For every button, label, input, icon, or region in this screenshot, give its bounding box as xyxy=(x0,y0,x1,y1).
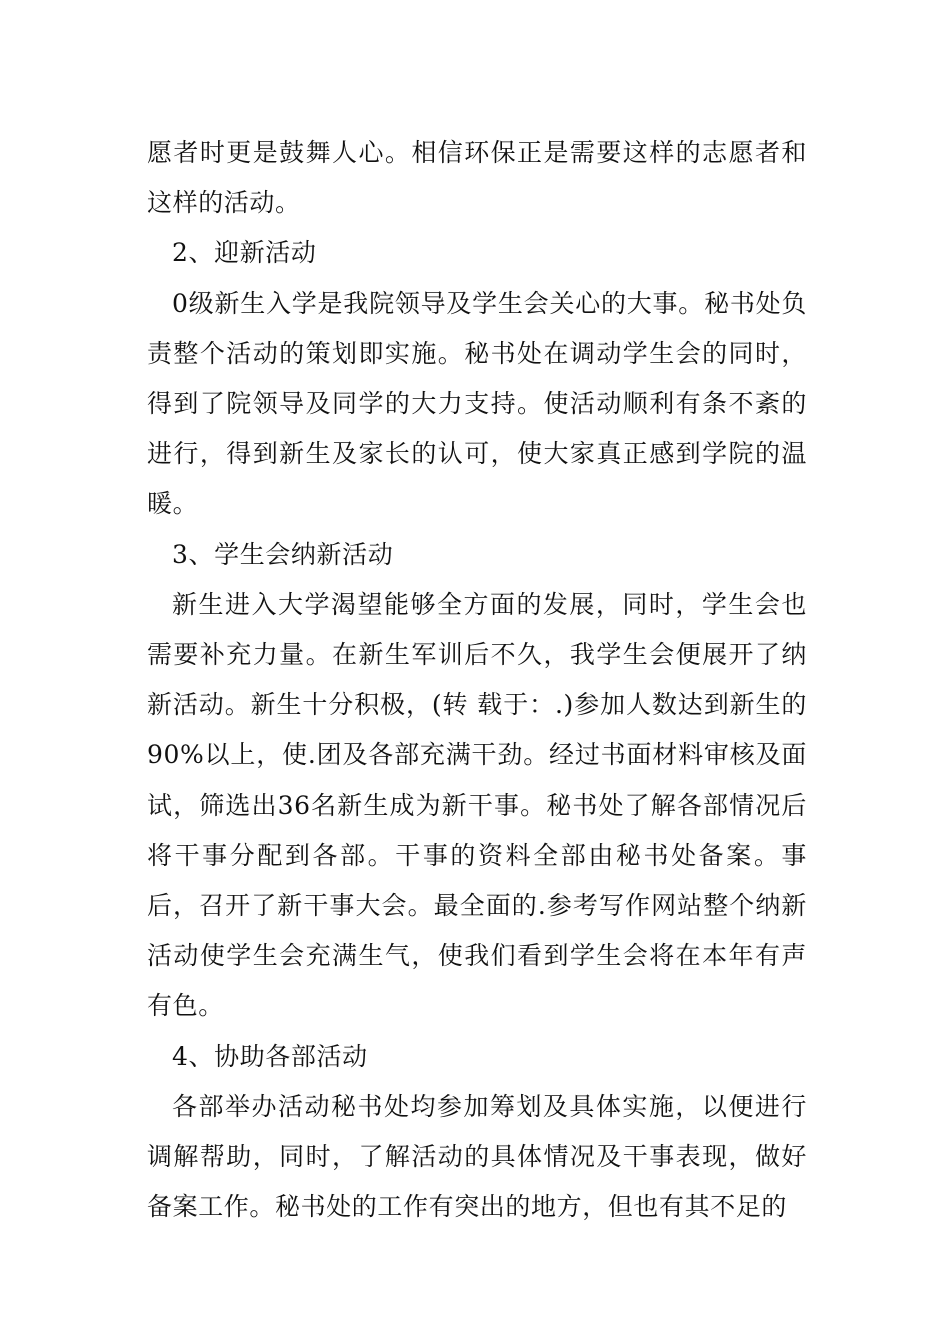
section-heading-recruitment: 3、学生会纳新活动 xyxy=(172,539,394,569)
paragraph-welcome: 0级新生入学是我院领导及学生会关心的大事。秘书处负责整个活动的策划即实施。秘书处在调动学生会的同时，得到了院领导及同学的大力支持。使活动顺利有条不紊的进行，得到新生及家长的认可，使大家真正感到学院的温暖。 xyxy=(147,288,807,519)
section-heading-welcome: 2、迎新活动 xyxy=(172,238,317,268)
section-heading-assist: 4、协助各部活动 xyxy=(172,1041,368,1071)
paragraph-continued: 愿者时更是鼓舞人心。相信环保正是需要这样的志愿者和这样的活动。 xyxy=(147,138,807,218)
document-body xyxy=(147,128,807,1232)
paragraph-assist: 各部举办活动秘书处均参加筹划及具体实施，以便进行调解帮助，同时，了解活动的具体情况及干事表现，做好备案工作。秘书处的工作有突出的地方，但也有其不足的 xyxy=(147,1091,807,1222)
paragraph-recruitment: 新生进入大学渴望能够全方面的发展，同时，学生会也需要补充力量。在新生军训后不久，我学生会便展开了纳新活动。新生十分积极，(转 载于：.)参加人数达到新生的90%以上，使.团及各部充满干劲。经过书面材料审核及面试，筛选出36名新生成为新干事。秘书处了解各部情况后将干事分配到各部。干事的资料全部由秘书处备案。事后，召开了新干事大会。最全面的.参考写作网站整个纳新活动使学生会充满生气，使我们看到学生会将在本年有声有色。 xyxy=(147,589,807,1021)
